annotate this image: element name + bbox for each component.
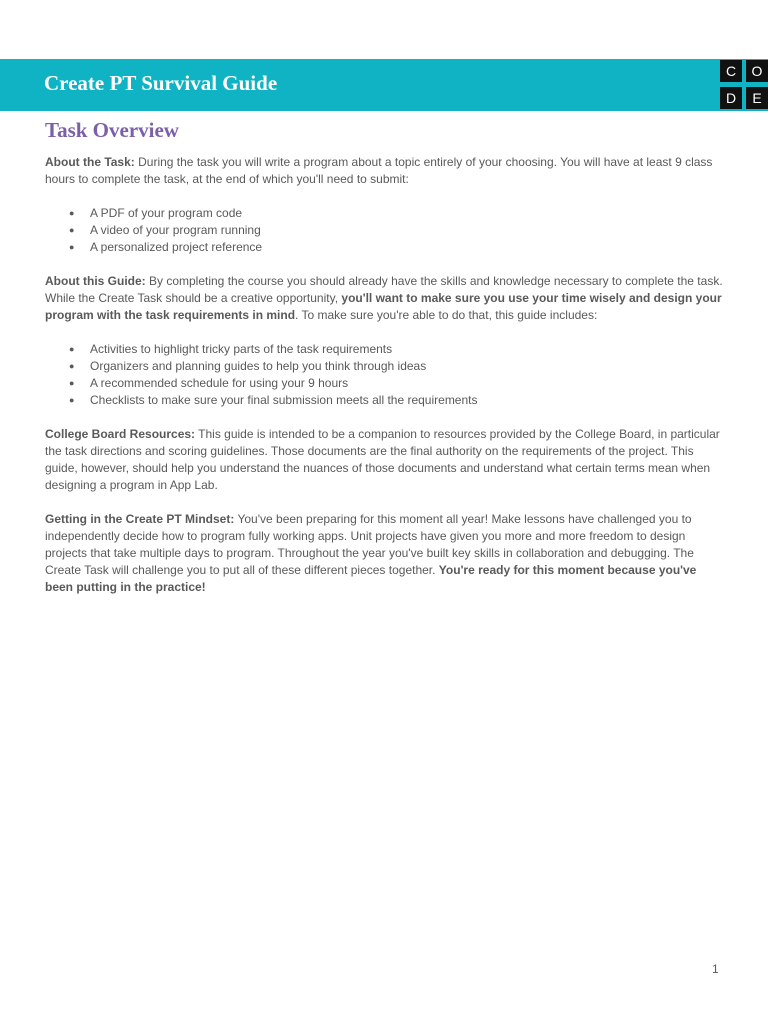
about-guide-text-end: . To make sure you're able to do that, this guide includes: xyxy=(295,308,598,322)
list-item: ● A recommended schedule for using your 9 hours xyxy=(69,375,725,392)
mindset-text: You've been preparing for this moment all year! Make lessons have challenged you to independently decide how to program fully working apps. Unit projects have given you more and more freedom to design projects that take multiple days to program. Throughout the year you've built key skills in collaboration and debugging. The Create Task will challenge you to put all of these different pieces together. xyxy=(45,512,694,577)
page-content xyxy=(45,118,725,613)
about-guide-paragraph xyxy=(45,273,725,324)
college-board-lead: College Board Resources: xyxy=(45,427,196,441)
logo-letter-c: C xyxy=(720,60,742,82)
about-guide-lead: About this Guide: xyxy=(45,274,146,288)
logo-letter-d: D xyxy=(720,87,742,109)
about-guide-emphasis: you'll want to make sure you use your time wisely and design your program with the task requirements in mind xyxy=(45,291,722,322)
about-task-lead: About the Task: xyxy=(45,155,135,169)
about-task-text: During the task you will write a program about a topic entirely of your choosing. You will have at least 9 class hours to complete the task, at the end of which you'll need to submit: xyxy=(45,155,713,186)
college-board-text: This guide is intended to be a companion to resources provided by the College Board, in particular the task directions and scoring guidelines. Those documents are the final authority on the requirements of the project. This guide, however, should help you understand the nuances of those documents and understand what certain terms mean when designing a program in App Lab. xyxy=(45,427,720,492)
document-title: Create PT Survival Guide xyxy=(44,71,278,95)
section-heading: Task Overview xyxy=(45,118,179,142)
list-item: ● A personalized project reference xyxy=(69,239,725,256)
list-item: ● Checklists to make sure your final submission meets all the requirements xyxy=(69,392,725,409)
list-item: ● Activities to highlight tricky parts of the task requirements xyxy=(69,341,725,358)
about-task-paragraph xyxy=(45,154,725,188)
mindset-emphasis: You're ready for this moment because you've been putting in the practice! xyxy=(45,563,697,594)
header-banner xyxy=(0,59,768,111)
guide-contents-list xyxy=(45,341,725,409)
college-board-paragraph xyxy=(45,426,725,494)
page-number: 1 xyxy=(712,962,719,976)
about-guide-text: By completing the course you should already have the skills and knowledge necessary to complete the task. While the Create Task should be a creative opportunity, xyxy=(45,274,723,305)
mindset-lead: Getting in the Create PT Mindset: xyxy=(45,512,235,526)
logo-letter-o: O xyxy=(746,60,768,82)
submission-list xyxy=(45,205,725,256)
logo-letter-e: E xyxy=(746,87,768,109)
list-item: ● Organizers and planning guides to help you think through ideas xyxy=(69,358,725,375)
list-item: ● A video of your program running xyxy=(69,222,725,239)
list-item: ● A PDF of your program code xyxy=(69,205,725,222)
mindset-paragraph xyxy=(45,511,725,596)
code-logo xyxy=(720,60,768,110)
